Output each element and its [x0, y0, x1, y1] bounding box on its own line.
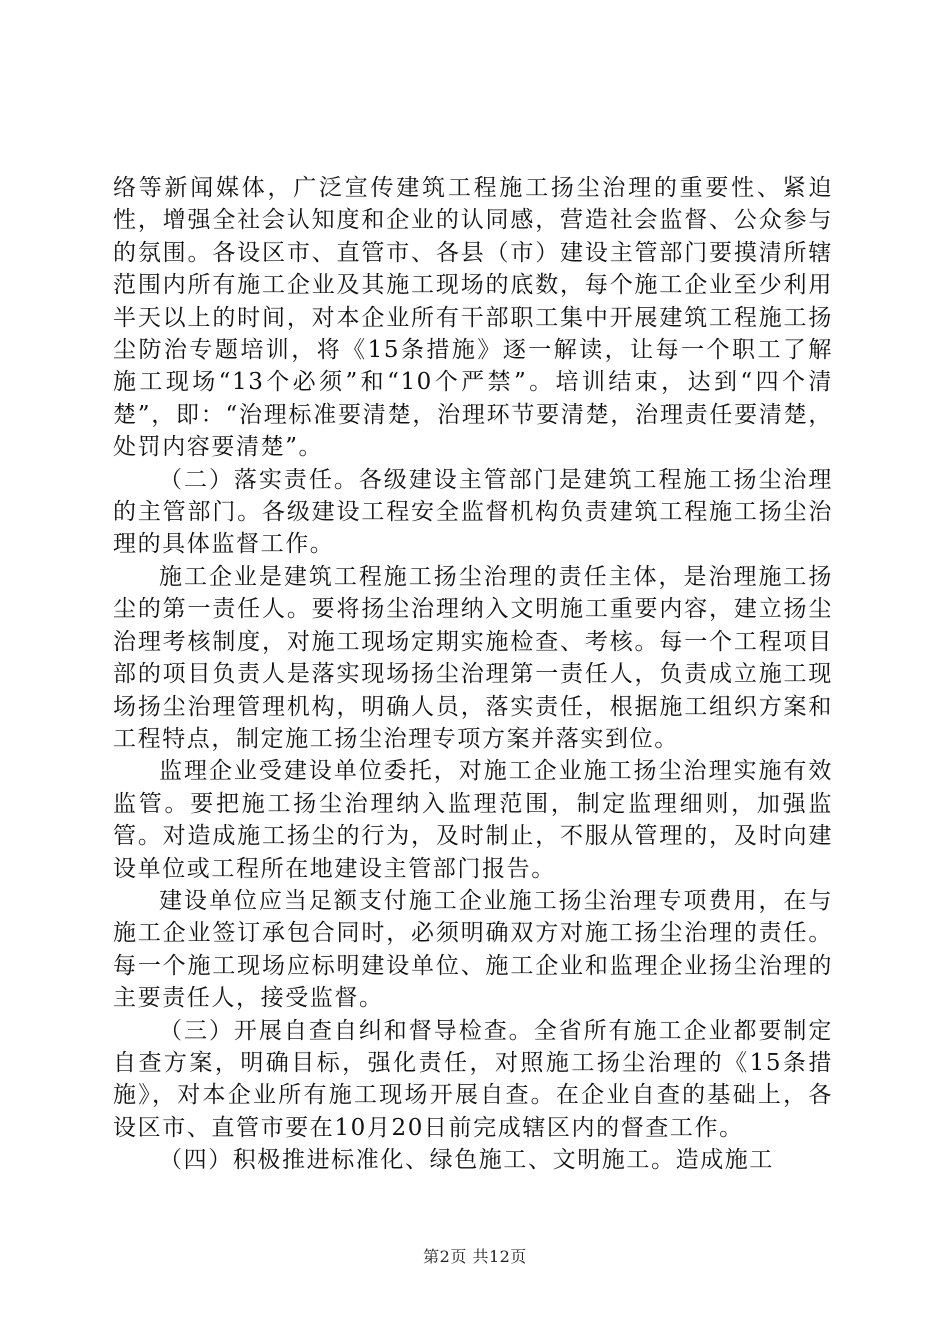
paragraph-1: 络等新闻媒体，广泛宣传建筑工程施工扬尘治理的重要性、紧迫性，增强全社会认知度和企业的认同感，营造社会监督、公众参与的氛围。各设区市、直管市、各县（市）建设主管部门要摸清所辖范围内所有施工企业及其施工现场的底数，每个施工企业至少利用半天以上的时间，对本企业所有干部职工集中开展建筑工程施工扬尘防治专题培训，将《15条措施》逐一解读，让每一个职工了解施工现场“13个必须”和“10个严禁”。培训结束，达到“四个清楚”，即：“治理标准要清楚，治理环节要清楚，治理责任要清楚，处罚内容要清楚”。	[113, 175, 833, 461]
paragraph-7: （四）积极推进标准化、绿色施工、文明施工。造成施工	[159, 1147, 774, 1174]
paragraph-4: 监理企业受建设单位委托，对施工企业施工扬尘治理实施有效监管。要把施工扬尘治理纳入监理范围，制定监理细则，加强监管。对造成施工扬尘的行为，及时制止，不服从管理的，及时向建设单位或工程所在地建设主管部门报告。	[113, 758, 833, 882]
document-body	[113, 172, 833, 1177]
paragraph-5: 建设单位应当足额支付施工企业施工扬尘治理专项费用，在与施工企业签订承包合同时，必须明确双方对施工扬尘治理的责任。每一个施工现场应标明建设单位、施工企业和监理企业扬尘治理的主要责任人，接受监督。	[113, 887, 833, 1012]
paragraph-3: 施工企业是建筑工程施工扬尘治理的责任主体，是治理施工扬尘的第一责任人。要将扬尘治理纳入文明施工重要内容，建立扬尘治理考核制度，对施工现场定期实施检查、考核。每一个工程项目部的项目负责人是落实现场扬尘治理第一责任人，负责成立施工现场扬尘治理管理机构，明确人员，落实责任，根据施工组织方案和工程特点，制定施工扬尘治理专项方案并落实到位。	[113, 563, 833, 752]
paragraph-6: （三）开展自查自纠和督导检查。全省所有施工企业都要制定自查方案，明确目标，强化责任，对照施工扬尘治理的《15条措施》，对本企业所有施工现场开展自查。在企业自查的基础上，各设区市、直管市要在10月20日前完成辖区内的督查工作。	[113, 1017, 833, 1141]
paragraph-2: （二）落实责任。各级建设主管部门是建筑工程施工扬尘治理的主管部门。各级建设工程安全监督机构负责建筑工程施工扬尘治理的具体监督工作。	[113, 466, 833, 558]
page-footer: 第2页 共12页	[423, 1247, 527, 1266]
